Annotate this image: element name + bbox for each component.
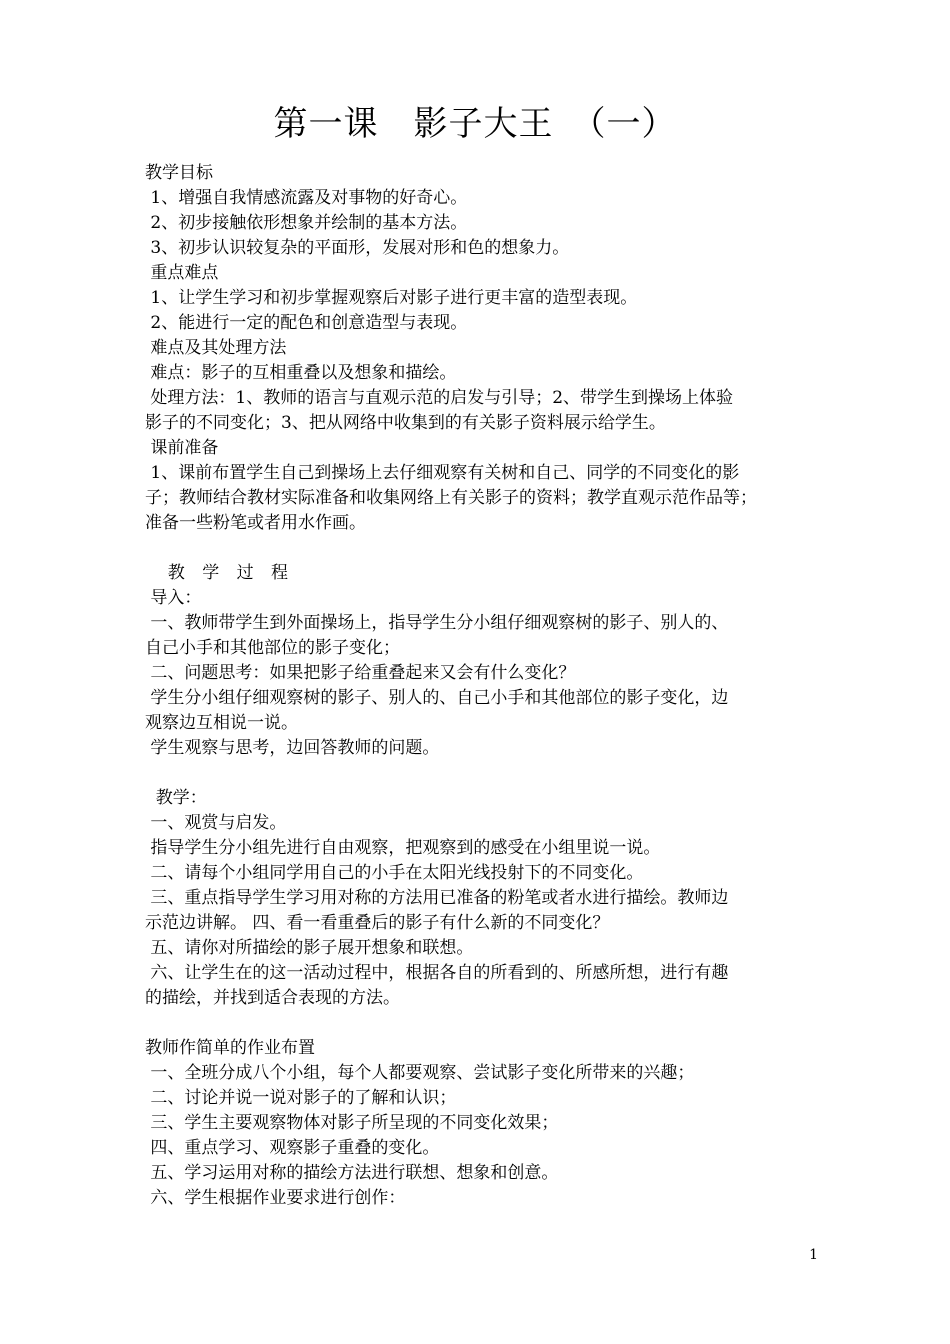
body-line: 的描绘，并找到适合表现的方法。 [145, 988, 400, 1008]
body-line: 影子的不同变化；3、把从网络中收集到的有关影子资料展示给学生。 [145, 413, 666, 433]
body-line: 2、能进行一定的配色和创意造型与表现。 [145, 313, 468, 333]
body-line: 教学目标 [145, 163, 213, 183]
body-line: 处理方法：1、教师的语言与直观示范的启发与引导；2、带学生到操场上体验 [145, 388, 734, 408]
blank-line [145, 1011, 815, 1036]
section-heading: 教 学 过 程 [145, 563, 295, 583]
body-line: 三、重点指导学生学习用对称的方法用已准备的粉笔或者水进行描绘。教师边 [145, 888, 729, 908]
body-line: 五、请你对所描绘的影子展开想象和联想。 [145, 938, 474, 958]
body-line: 学生观察与思考，边回答教师的问题。 [145, 738, 440, 758]
section-heading: 导入： [145, 588, 202, 608]
body-line: 六、学生根据作业要求进行创作： [145, 1188, 406, 1208]
section-heading: 重点难点 [145, 263, 219, 283]
body-line: 1、增强自我情感流露及对事物的好奇心。 [145, 188, 468, 208]
body-line: 子；教师结合教材实际准备和收集网络上有关影子的资料；教学直观示范作品等； [145, 488, 757, 508]
body-line: 一、观赏与启发。 [145, 813, 287, 833]
body-line: 2、初步接触依形想象并绘制的基本方法。 [145, 213, 468, 233]
body-line: 准备一些粉笔或者用水作画。 [145, 513, 366, 533]
body-line: 二、问题思考：如果把影子给重叠起来又会有什么变化？ [145, 663, 576, 683]
body-line: 四、重点学习、观察影子重叠的变化。 [145, 1138, 440, 1158]
body-line: 一、全班分成八个小组，每个人都要观察、尝试影子变化所带来的兴趣； [145, 1063, 695, 1083]
body-line: 1、课前布置学生自己到操场上去仔细观察有关树和自己、同学的不同变化的影 [145, 463, 740, 483]
body-line: 学生分小组仔细观察树的影子、别人的、自己小手和其他部位的影子变化，边 [145, 688, 729, 708]
body-line: 观察边互相说一说。 [145, 713, 298, 733]
document-body [145, 161, 815, 1211]
blank-line [145, 761, 815, 786]
body-line: 1、让学生学习和初步掌握观察后对影子进行更丰富的造型表现。 [145, 288, 638, 308]
body-line: 自己小手和其他部位的影子变化； [145, 638, 400, 658]
body-line: 难点：影子的互相重叠以及想象和描绘。 [145, 363, 457, 383]
section-heading: 教师作简单的作业布置 [145, 1038, 315, 1058]
body-line: 示范边讲解。 四、看一看重叠后的影子有什么新的不同变化？ [145, 913, 610, 933]
section-heading: 难点及其处理方法 [145, 338, 287, 358]
body-line: 二、讨论并说一说对影子的了解和认识； [145, 1088, 457, 1108]
body-line: 五、学习运用对称的描绘方法进行联想、想象和创意。 [145, 1163, 559, 1183]
body-line: 三、学生主要观察物体对影子所呈现的不同变化效果； [145, 1113, 559, 1133]
blank-line [145, 536, 815, 561]
body-line: 指导学生分小组先进行自由观察，把观察到的感受在小组里说一说。 [145, 838, 661, 858]
body-line: 六、让学生在的这一活动过程中，根据各自的所看到的、所感所想，进行有趣 [145, 963, 729, 983]
page-title: 第一课 影子大王 （一） [273, 104, 677, 144]
body-line: 二、请每个小组同学用自己的小手在太阳光线投射下的不同变化。 [145, 863, 644, 883]
section-heading: 教学： [145, 788, 207, 808]
body-line: 一、教师带学生到外面操场上，指导学生分小组仔细观察树的影子、别人的、 [145, 613, 729, 633]
body-line: 3、初步认识较复杂的平面形，发展对形和色的想象力。 [145, 238, 570, 258]
section-heading: 课前准备 [145, 438, 219, 458]
page-number: 1 [809, 1247, 818, 1263]
